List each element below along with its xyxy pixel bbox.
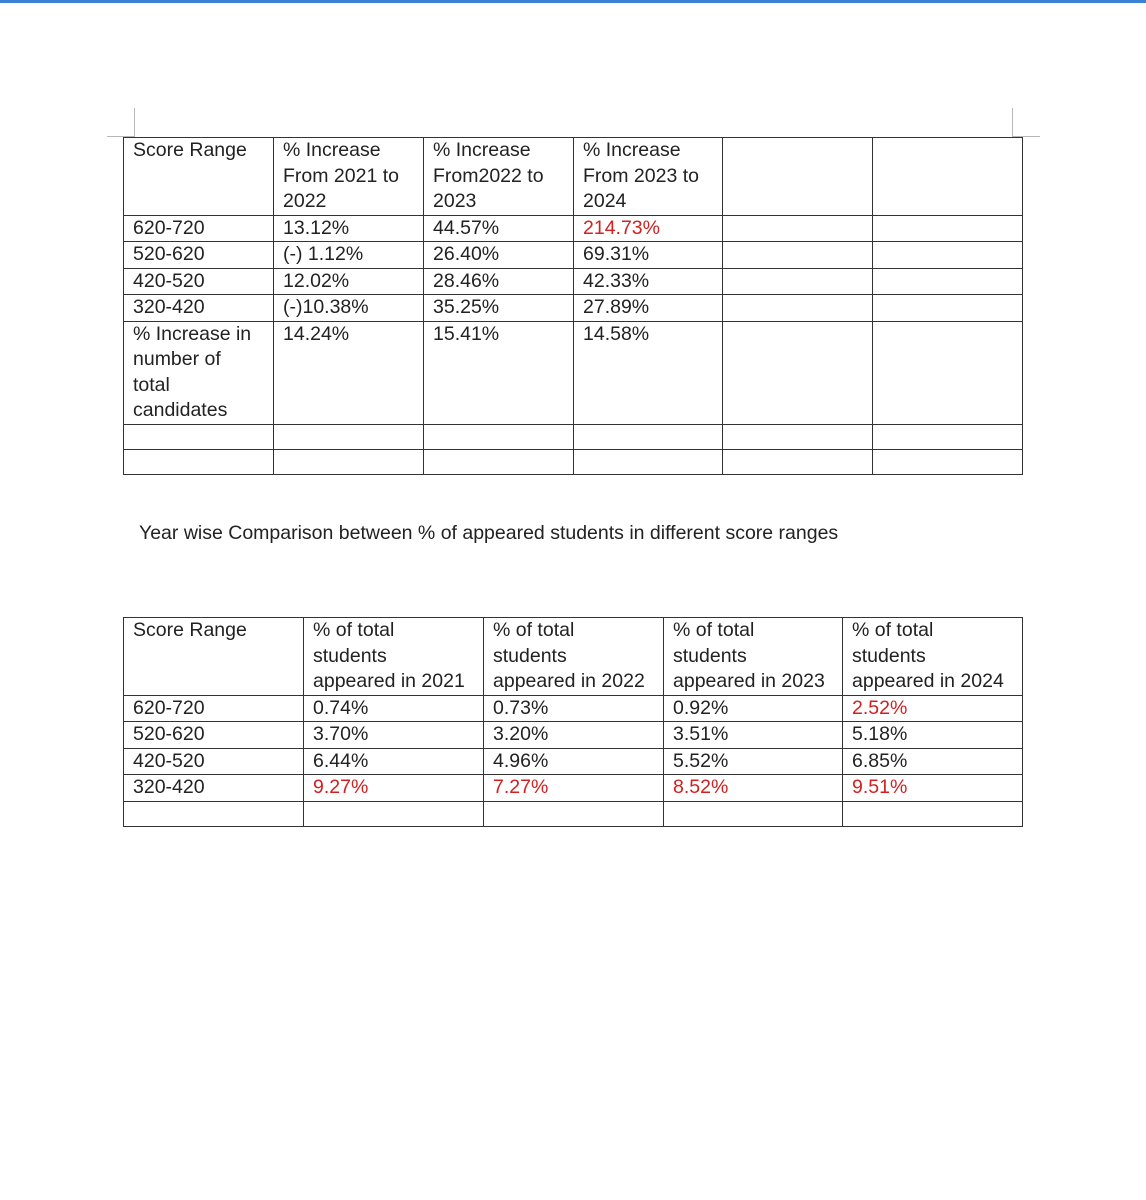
cell-value-highlighted: 7.27% <box>484 775 664 802</box>
cell-value: 14.58% <box>574 321 723 424</box>
margin-guide-right-vertical <box>1012 108 1013 136</box>
cell-value: (-) 1.12% <box>274 242 424 269</box>
cell-empty <box>723 449 873 474</box>
cell-range: 620-720 <box>124 215 274 242</box>
table-row <box>124 748 1023 775</box>
cell-empty <box>723 321 873 424</box>
cell-value: 42.33% <box>574 268 723 295</box>
cell-empty <box>873 321 1023 424</box>
cell-value: 0.73% <box>484 695 664 722</box>
header-percent-2022: % of total students appeared in 2022 <box>484 618 664 696</box>
header-score-range: Score Range <box>124 618 304 696</box>
header-percent-2023: % of total students appeared in 2023 <box>664 618 843 696</box>
cell-value: 13.12% <box>274 215 424 242</box>
percent-of-appeared-table <box>123 617 1023 827</box>
cell-empty <box>873 295 1023 322</box>
table-header-row <box>124 138 1023 216</box>
cell-empty <box>873 424 1023 449</box>
table-row <box>124 268 1023 295</box>
cell-empty <box>723 295 873 322</box>
cell-total-label: % Increase in number of total candidates <box>124 321 274 424</box>
table-header-row <box>124 618 1023 696</box>
cell-value: 3.51% <box>664 722 843 749</box>
cell-value-highlighted: 8.52% <box>664 775 843 802</box>
cell-range: 420-520 <box>124 268 274 295</box>
table-row <box>124 722 1023 749</box>
cell-value: 0.92% <box>664 695 843 722</box>
cell-value: 6.44% <box>304 748 484 775</box>
header-empty-5 <box>723 138 873 216</box>
cell-range: 320-420 <box>124 775 304 802</box>
header-increase-2022-2023: % Increase From2022 to 2023 <box>424 138 574 216</box>
cell-empty <box>484 801 664 826</box>
cell-empty <box>574 424 723 449</box>
cell-empty <box>274 424 424 449</box>
cell-range: 620-720 <box>124 695 304 722</box>
cell-value: 3.20% <box>484 722 664 749</box>
table-row-total-candidates <box>124 321 1023 424</box>
cell-value: 5.52% <box>664 748 843 775</box>
cell-range: 520-620 <box>124 722 304 749</box>
cell-value: 69.31% <box>574 242 723 269</box>
cell-empty <box>843 801 1023 826</box>
cell-value: 44.57% <box>424 215 574 242</box>
table-row-empty <box>124 801 1023 826</box>
cell-value: 4.96% <box>484 748 664 775</box>
cell-empty <box>873 242 1023 269</box>
table-row <box>124 242 1023 269</box>
comparison-caption: Year wise Comparison between % of appeared students in different score ranges <box>139 522 839 544</box>
cell-value-highlighted: 214.73% <box>574 215 723 242</box>
cell-value: 28.46% <box>424 268 574 295</box>
cell-value: 27.89% <box>574 295 723 322</box>
cell-value-highlighted: 9.27% <box>304 775 484 802</box>
cell-empty <box>723 424 873 449</box>
cell-value: 26.40% <box>424 242 574 269</box>
cell-range: 520-620 <box>124 242 274 269</box>
cell-empty <box>723 242 873 269</box>
cell-empty <box>304 801 484 826</box>
percent-increase-table <box>123 137 1023 475</box>
table-row <box>124 775 1023 802</box>
cell-empty <box>664 801 843 826</box>
cell-value: 12.02% <box>274 268 424 295</box>
cell-value: 14.24% <box>274 321 424 424</box>
cell-value: 15.41% <box>424 321 574 424</box>
cell-empty <box>124 801 304 826</box>
cell-value: 3.70% <box>304 722 484 749</box>
cell-empty <box>873 215 1023 242</box>
header-percent-2021: % of total students appeared in 2021 <box>304 618 484 696</box>
header-empty-6 <box>873 138 1023 216</box>
cell-range: 320-420 <box>124 295 274 322</box>
cell-empty <box>574 449 723 474</box>
cell-empty <box>274 449 424 474</box>
cell-empty <box>424 449 574 474</box>
margin-guide-left-vertical <box>134 108 135 136</box>
header-increase-2021-2022: % Increase From 2021 to 2022 <box>274 138 424 216</box>
table-row <box>124 695 1023 722</box>
table-row-empty <box>124 449 1023 474</box>
cell-empty <box>124 449 274 474</box>
header-score-range: Score Range <box>124 138 274 216</box>
cell-empty <box>424 424 574 449</box>
table-row-empty <box>124 424 1023 449</box>
cell-empty <box>873 449 1023 474</box>
cell-value: (-)10.38% <box>274 295 424 322</box>
cell-value-highlighted: 9.51% <box>843 775 1023 802</box>
cell-empty <box>723 268 873 295</box>
window-top-accent-bar <box>0 0 1146 3</box>
header-percent-2024: % of total students appeared in 2024 <box>843 618 1023 696</box>
header-increase-2023-2024: % Increase From 2023 to 2024 <box>574 138 723 216</box>
cell-empty <box>873 268 1023 295</box>
cell-value: 0.74% <box>304 695 484 722</box>
cell-value: 35.25% <box>424 295 574 322</box>
table-row <box>124 295 1023 322</box>
table-row <box>124 215 1023 242</box>
cell-value-highlighted: 2.52% <box>843 695 1023 722</box>
cell-empty <box>723 215 873 242</box>
cell-value: 5.18% <box>843 722 1023 749</box>
cell-empty <box>124 424 274 449</box>
cell-range: 420-520 <box>124 748 304 775</box>
cell-value: 6.85% <box>843 748 1023 775</box>
